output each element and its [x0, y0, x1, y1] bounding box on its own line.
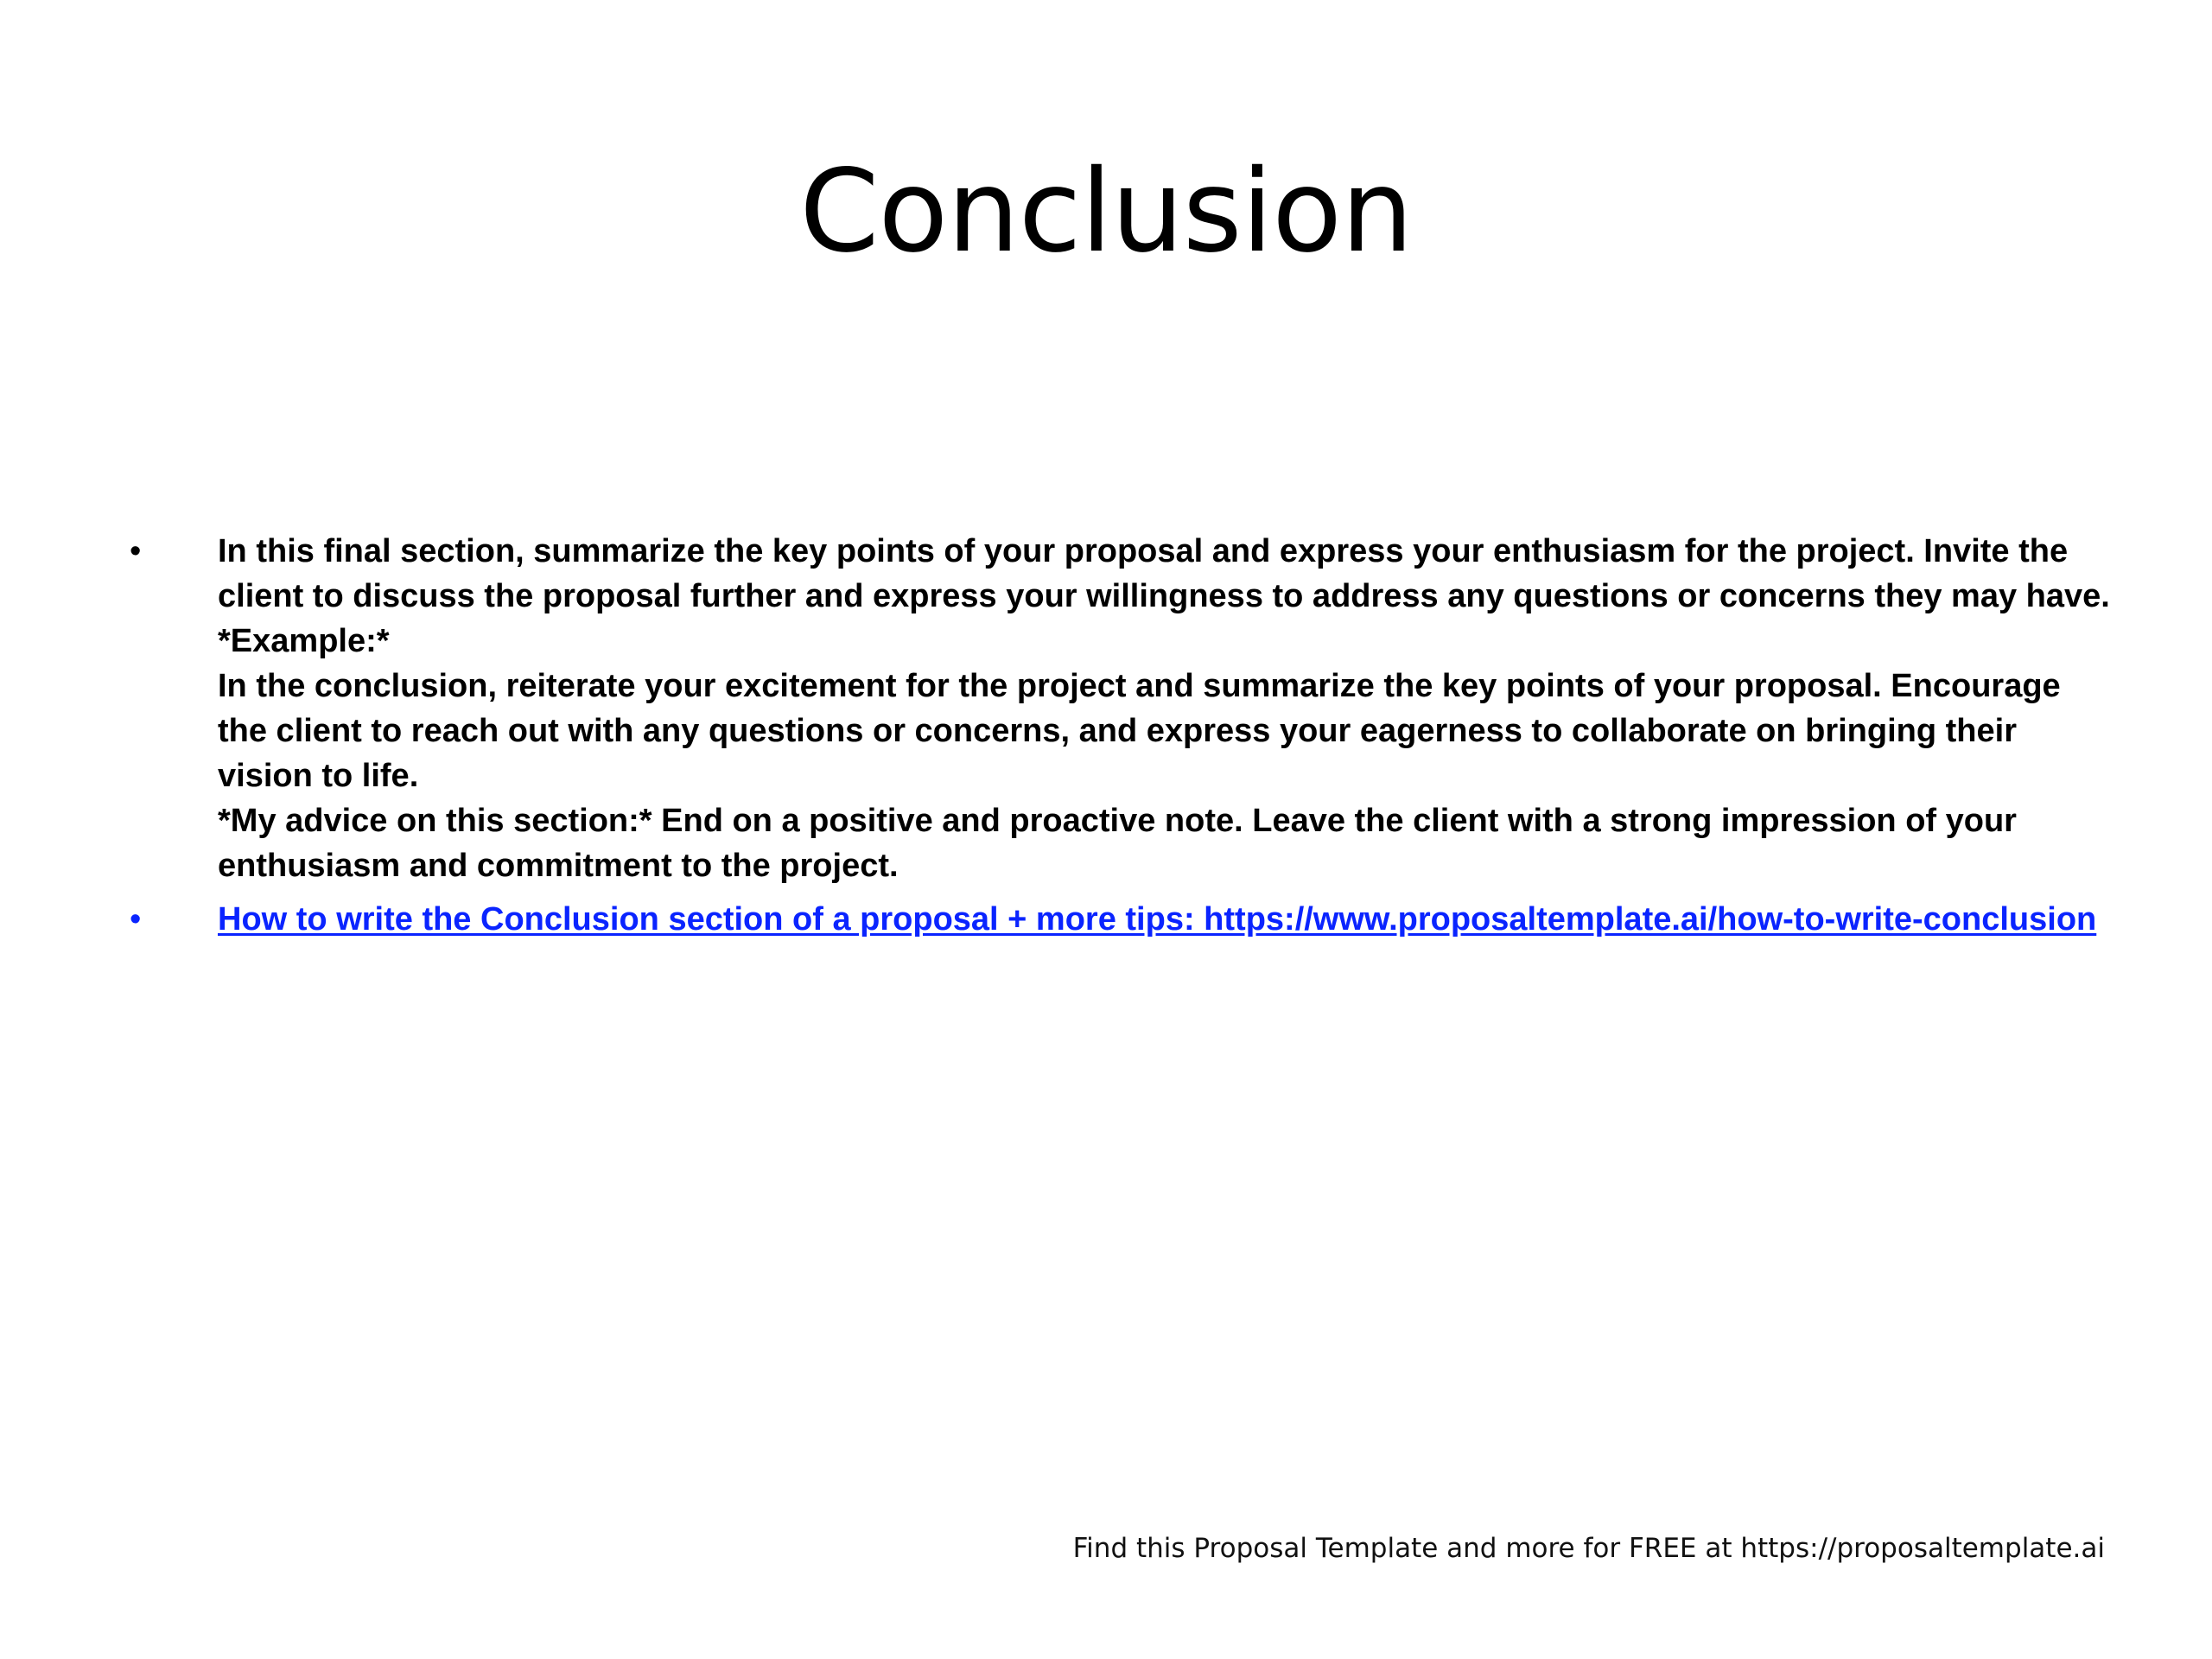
- paragraph-intro: In this final section, summarize the key points of your proposal and express your enthusiasm for the project. Invite the client to discuss the proposal further and express your willingness to address any questions or concerns they may have.: [218, 533, 2110, 614]
- bullet-item-link: [130, 897, 2117, 942]
- paragraph-example: In the conclusion, reiterate your excitement for the project and summarize the key points of your proposal. Encourage the client to reach out with any questions or concerns, and express your eagerness to collaborate on bringing their vision to life.: [218, 668, 2061, 794]
- slide-title: Conclusion: [799, 145, 1413, 278]
- paragraph-example-label: *Example:*: [218, 623, 390, 659]
- bullet-list: [130, 529, 2117, 950]
- bullet-item-summary: [130, 529, 2117, 888]
- bullet-marker: •: [130, 901, 142, 938]
- bullet-marker: •: [130, 533, 142, 569]
- how-to-write-conclusion-link[interactable]: How to write the Conclusion section of a proposal + more tips: https://www.proposaltemplate.ai/how-to-write-conclusion: [218, 901, 2097, 938]
- paragraph-advice: *My advice on this section:* End on a positive and proactive note. Leave the client with a strong impression of your enthusiasm and commitment to the project.: [218, 803, 2017, 884]
- footer-text: Find this Proposal Template and more for FREE at https://proposaltemplate.ai: [1072, 1533, 2105, 1564]
